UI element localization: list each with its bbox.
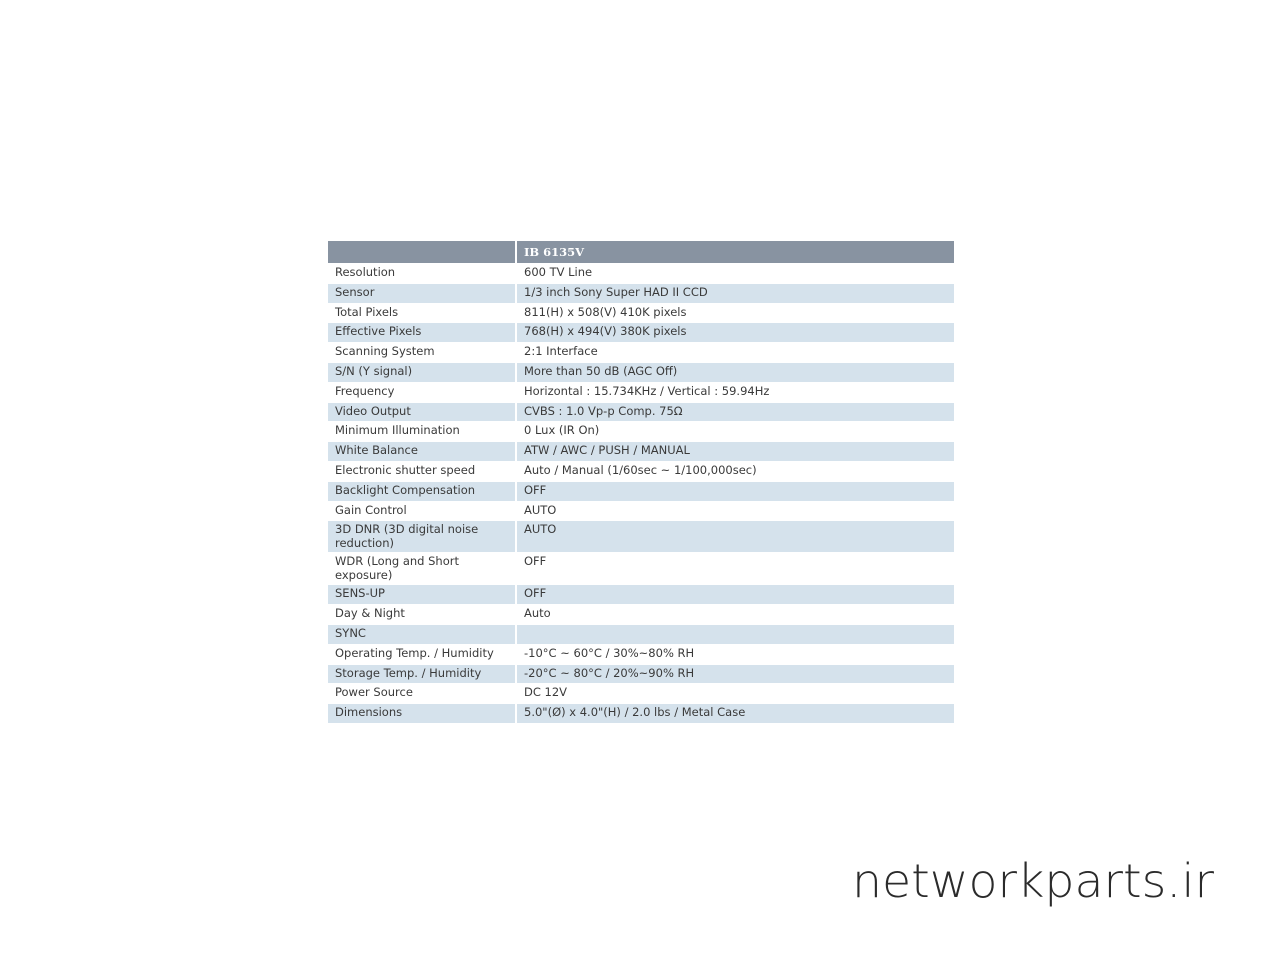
watermark-logo <box>850 853 1218 917</box>
spec-value: Horizontal : 15.734KHz / Vertical : 59.94Hz <box>516 382 954 402</box>
spec-value: 2:1 Interface <box>516 343 954 363</box>
spec-value: 0 Lux (IR On) <box>516 422 954 442</box>
spec-label: Dimensions <box>328 704 516 724</box>
spec-value: DC 12V <box>516 684 954 704</box>
table-row <box>328 624 954 644</box>
table-row <box>328 264 954 284</box>
spec-label: SYNC <box>328 624 516 644</box>
spec-value: -20°C ~ 80°C / 20%~90% RH <box>516 664 954 684</box>
spec-value: CVBS : 1.0 Vp-p Comp. 75Ω <box>516 402 954 422</box>
spec-value: 1/3 inch Sony Super HAD II CCD <box>516 283 954 303</box>
spec-label: Scanning System <box>328 343 516 363</box>
table-row <box>328 461 954 481</box>
watermark-svg <box>850 853 1218 917</box>
table-row <box>328 553 954 585</box>
spec-label: Electronic shutter speed <box>328 461 516 481</box>
spec-value: AUTO <box>516 501 954 521</box>
table-row <box>328 343 954 363</box>
header-label-cell <box>328 241 516 264</box>
spec-value: 5.0"(Ø) x 4.0"(H) / 2.0 lbs / Metal Case <box>516 704 954 724</box>
spec-value: AUTO <box>516 521 954 553</box>
spec-label: White Balance <box>328 442 516 462</box>
spec-value: 600 TV Line <box>516 264 954 284</box>
spec-label: WDR (Long and Short exposure) <box>328 553 516 585</box>
table-row <box>328 684 954 704</box>
spec-table <box>328 241 954 723</box>
spec-value: More than 50 dB (AGC Off) <box>516 362 954 382</box>
spec-label: Resolution <box>328 264 516 284</box>
spec-value: OFF <box>516 585 954 605</box>
spec-label: Sensor <box>328 283 516 303</box>
spec-label: Operating Temp. / Humidity <box>328 644 516 664</box>
table-row <box>328 585 954 605</box>
spec-label: Effective Pixels <box>328 323 516 343</box>
spec-label: Backlight Compensation <box>328 481 516 501</box>
table-row <box>328 422 954 442</box>
header-model-cell: IB 6135V <box>516 241 954 264</box>
watermark-text: networkparts.ir <box>852 854 1215 908</box>
table-row <box>328 382 954 402</box>
table-row <box>328 605 954 625</box>
spec-value: Auto <box>516 605 954 625</box>
spec-label: Storage Temp. / Humidity <box>328 664 516 684</box>
spec-label: Video Output <box>328 402 516 422</box>
spec-label: Day & Night <box>328 605 516 625</box>
spec-value: Auto / Manual (1/60sec ~ 1/100,000sec) <box>516 461 954 481</box>
table-row <box>328 481 954 501</box>
spec-label: Gain Control <box>328 501 516 521</box>
spec-value: ATW / AWC / PUSH / MANUAL <box>516 442 954 462</box>
spec-label: Minimum Illumination <box>328 422 516 442</box>
spec-label: S/N (Y signal) <box>328 362 516 382</box>
spec-value <box>516 624 954 644</box>
table-row <box>328 644 954 664</box>
spec-value: OFF <box>516 481 954 501</box>
table-row <box>328 704 954 724</box>
spec-label: Total Pixels <box>328 303 516 323</box>
table-row <box>328 664 954 684</box>
table-row <box>328 323 954 343</box>
spec-value: OFF <box>516 553 954 585</box>
spec-label: SENS-UP <box>328 585 516 605</box>
table-row <box>328 442 954 462</box>
table-row <box>328 303 954 323</box>
spec-value: -10°C ~ 60°C / 30%~80% RH <box>516 644 954 664</box>
table-row <box>328 521 954 553</box>
spec-value: 768(H) x 494(V) 380K pixels <box>516 323 954 343</box>
table-row <box>328 501 954 521</box>
spec-value: 811(H) x 508(V) 410K pixels <box>516 303 954 323</box>
table-row <box>328 283 954 303</box>
spec-label: Power Source <box>328 684 516 704</box>
spec-table-header <box>328 241 954 264</box>
table-row <box>328 362 954 382</box>
spec-label: Frequency <box>328 382 516 402</box>
table-row <box>328 402 954 422</box>
spec-label: 3D DNR (3D digital noise reduction) <box>328 521 516 553</box>
